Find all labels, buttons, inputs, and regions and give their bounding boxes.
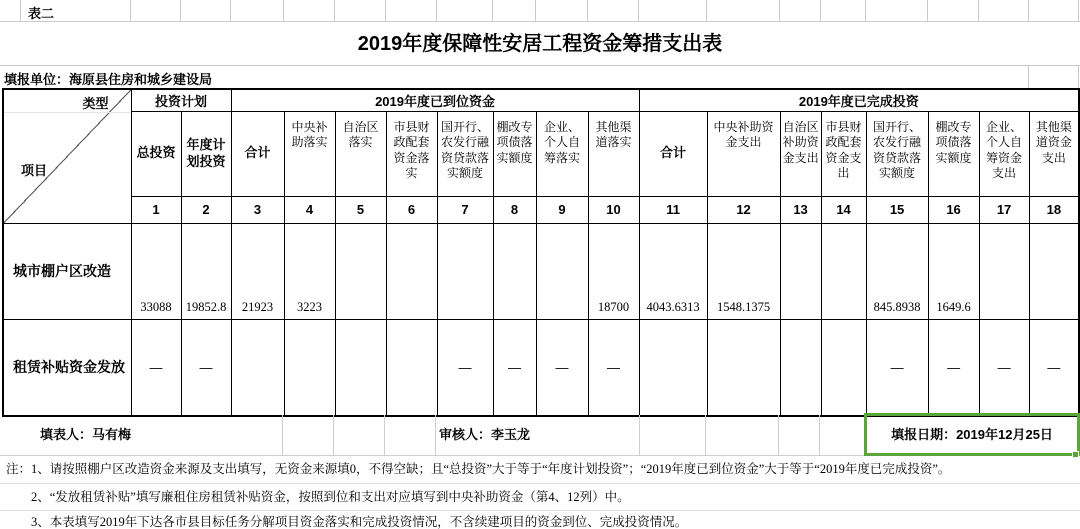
value-cell[interactable]: 21923 — [231, 223, 284, 319]
column-number: 16 — [928, 196, 979, 223]
empty-cell[interactable] — [283, 415, 334, 455]
value-cell[interactable]: 4043.6313 — [639, 223, 707, 319]
column-header: 国开行、农发行融资贷款落实额度 — [866, 111, 928, 196]
value-cell[interactable] — [707, 319, 780, 416]
empty-cell[interactable] — [820, 415, 865, 455]
table-row — [3, 223, 1079, 319]
empty-cell[interactable] — [706, 415, 779, 455]
empty-cell[interactable] — [385, 415, 436, 455]
value-cell[interactable]: — — [979, 319, 1029, 416]
corner-label-type: 类型 — [82, 96, 109, 111]
column-header: 企业、个人自筹资金支出 — [979, 111, 1029, 196]
column-header: 总投资 — [131, 111, 181, 196]
value-cell[interactable] — [335, 223, 386, 319]
value-cell[interactable]: — — [588, 319, 639, 416]
column-header: 其他渠道资金支出 — [1029, 111, 1079, 196]
column-number: 4 — [284, 196, 335, 223]
note-2: 2、“发放租赁补贴”填写廉租住房租赁补贴资金，按照到位和支出对应填写到中央补助资金（第4、12列）中。 — [0, 483, 1080, 510]
fill-handle[interactable] — [1072, 451, 1079, 458]
column-number: 12 — [707, 196, 780, 223]
value-cell[interactable] — [335, 319, 386, 416]
value-cell[interactable]: 18700 — [588, 223, 639, 319]
value-cell[interactable]: — — [437, 319, 493, 416]
column-header: 国开行、农发行融资贷款落实额度 — [437, 111, 493, 196]
value-cell[interactable]: 1548.1375 — [707, 223, 780, 319]
row-label-shantytown: 城市棚户区改造 — [3, 223, 131, 319]
value-cell[interactable] — [821, 223, 866, 319]
column-header: 合计 — [231, 111, 284, 196]
group-header-investment-plan: 投资计划 — [131, 89, 231, 111]
value-cell[interactable]: — — [131, 319, 181, 416]
value-cell[interactable]: 3223 — [284, 223, 335, 319]
table-row — [3, 319, 1079, 416]
value-cell[interactable]: — — [493, 319, 536, 416]
value-cell[interactable]: 33088 — [131, 223, 181, 319]
value-cell[interactable]: 19852.8 — [181, 223, 231, 319]
page-title: 2019年度保障性安居工程资金筹措支出表 — [0, 22, 1080, 66]
column-number: 2 — [181, 196, 231, 223]
value-cell[interactable]: 1649.6 — [928, 223, 979, 319]
value-cell[interactable]: 845.8938 — [866, 223, 928, 319]
value-cell[interactable]: — — [1029, 319, 1079, 416]
empty-cell[interactable] — [779, 415, 820, 455]
column-number: 10 — [588, 196, 639, 223]
column-header: 年度计划投资 — [181, 111, 231, 196]
group-header-funds-in-place: 2019年度已到位资金 — [231, 89, 639, 111]
column-number: 15 — [866, 196, 928, 223]
reporting-unit-label: 填报单位：海原县住房和城乡建设局 — [4, 72, 213, 87]
value-cell[interactable] — [536, 223, 588, 319]
value-cell[interactable] — [821, 319, 866, 416]
empty-cell[interactable] — [640, 415, 706, 455]
value-cell[interactable] — [1029, 223, 1079, 319]
column-number: 9 — [536, 196, 588, 223]
top-grid-row — [0, 0, 1080, 22]
form-filler-cell[interactable]: 填表人：马有梅 — [2, 415, 283, 455]
column-number: 13 — [780, 196, 821, 223]
sheet-tag: 表二 — [28, 6, 55, 21]
value-cell[interactable] — [780, 319, 821, 416]
value-cell[interactable] — [284, 319, 335, 416]
column-header: 中央补助资金支出 — [707, 111, 780, 196]
column-number: 11 — [639, 196, 707, 223]
column-header: 市县财政配套资金支出 — [821, 111, 866, 196]
column-header: 合计 — [639, 111, 707, 196]
column-number: 14 — [821, 196, 866, 223]
column-number: 18 — [1029, 196, 1079, 223]
selected-date-cell[interactable]: 填报日期：2019年12月25日 — [864, 413, 1080, 456]
column-header: 棚改专项债落实额度 — [493, 111, 536, 196]
column-header: 自治区落实 — [335, 111, 386, 196]
note-3: 3、本表填写2019年下达各市县目标任务分解项目资金落实和完成投资情况，不含续建项目的资金到位、完成投资情况。 — [0, 510, 1080, 529]
value-cell[interactable] — [437, 223, 493, 319]
value-cell[interactable] — [639, 319, 707, 416]
diagonal-corner-cell — [3, 89, 131, 223]
column-header: 自治区补助资金支出 — [780, 111, 821, 196]
corner-label-project: 项目 — [21, 163, 48, 178]
column-number: 7 — [437, 196, 493, 223]
column-header: 棚改专项债落实额度 — [928, 111, 979, 196]
column-header: 市县财政配套资金落实 — [386, 111, 437, 196]
reviewer-cell[interactable]: 审核人：李玉龙 — [436, 415, 640, 455]
group-header-completed-investment: 2019年度已完成投资 — [639, 89, 1079, 111]
column-header: 中央补助落实 — [284, 111, 335, 196]
value-cell[interactable]: — — [536, 319, 588, 416]
row-label-rental-subsidy: 租赁补贴资金发放 — [3, 319, 131, 416]
value-cell[interactable] — [386, 223, 437, 319]
funds-table — [2, 88, 1080, 417]
empty-cell[interactable] — [334, 415, 385, 455]
unit-row — [0, 66, 1080, 88]
value-cell[interactable] — [386, 319, 437, 416]
column-number: 3 — [231, 196, 284, 223]
value-cell[interactable] — [780, 223, 821, 319]
column-header: 企业、个人自筹落实 — [536, 111, 588, 196]
note-1: 注：1、请按照棚户区改造资金来源及支出填写，无资金来源填0，不得空缺；且“总投资”大于等于“年度计划投资”；“2019年度已到位资金”大于等于“2019年度已完成投资”。 — [6, 462, 951, 476]
value-cell[interactable] — [979, 223, 1029, 319]
value-cell[interactable]: — — [928, 319, 979, 416]
column-number: 8 — [493, 196, 536, 223]
column-number: 17 — [979, 196, 1029, 223]
column-header: 其他渠道落实 — [588, 111, 639, 196]
column-number: 1 — [131, 196, 181, 223]
column-number: 6 — [386, 196, 437, 223]
value-cell[interactable]: — — [866, 319, 928, 416]
value-cell[interactable]: — — [181, 319, 231, 416]
column-number: 5 — [335, 196, 386, 223]
value-cell[interactable] — [231, 319, 284, 416]
value-cell[interactable] — [493, 223, 536, 319]
